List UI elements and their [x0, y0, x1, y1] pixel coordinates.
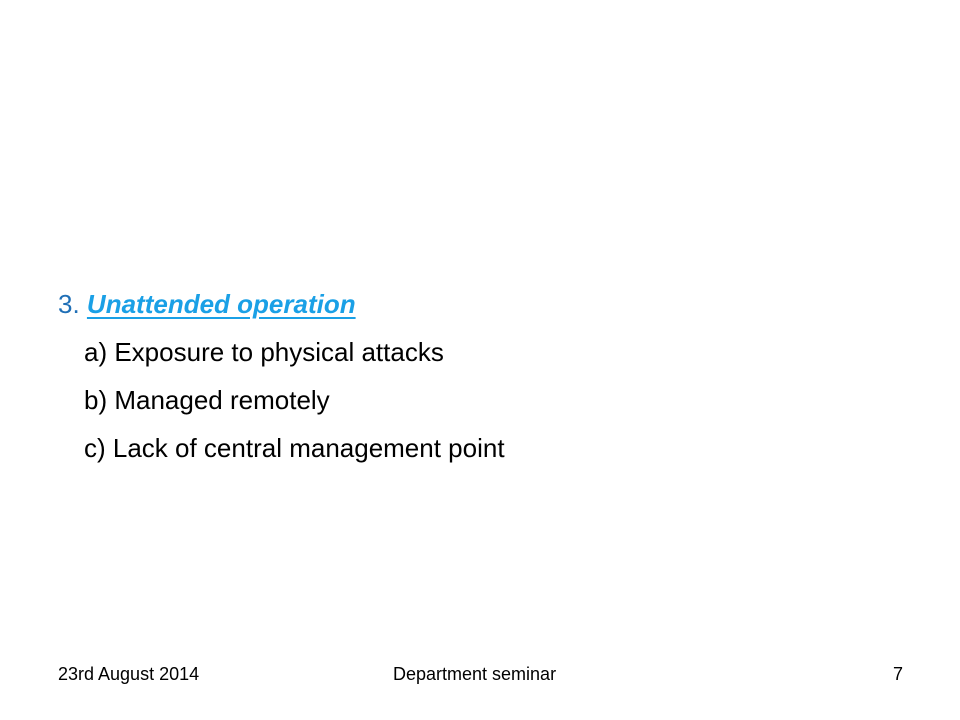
- list-item-exposure: a) Exposure to physical attacks: [84, 337, 444, 367]
- list-item-central-management: c) Lack of central management point: [84, 433, 505, 463]
- section-heading: [58, 280, 918, 328]
- slide-body: [58, 280, 918, 472]
- slide-number: 7: [893, 664, 904, 684]
- list-item-managed-remotely: b) Managed remotely: [84, 385, 330, 415]
- section-title-link[interactable]: Unattended operation: [86, 289, 356, 319]
- section-number: 3.: [58, 289, 80, 319]
- footer-title: Department seminar: [393, 664, 557, 684]
- footer-date: 23rd August 2014: [58, 664, 200, 684]
